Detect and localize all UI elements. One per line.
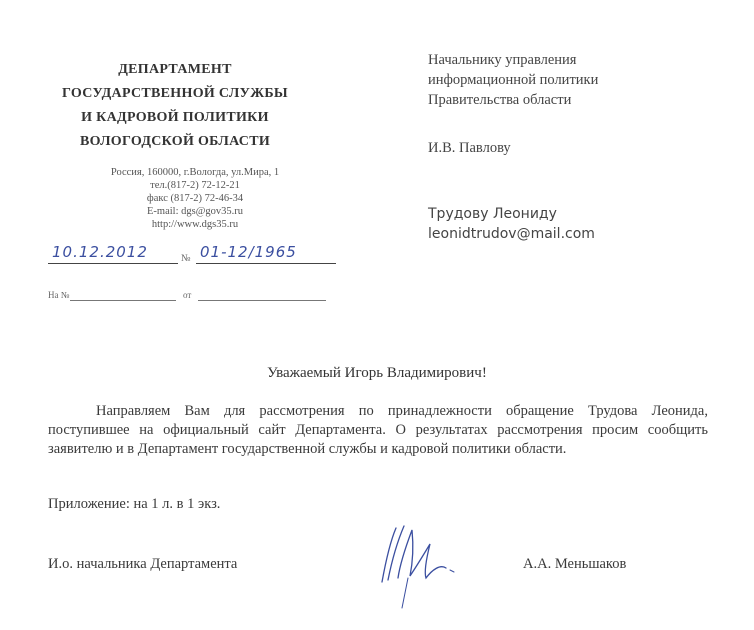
from-label: от bbox=[183, 290, 192, 300]
date-underline bbox=[48, 263, 178, 264]
org-email: E-mail: dgs@gov35.ru bbox=[147, 206, 243, 217]
registration-number: 01-12/1965 bbox=[200, 243, 297, 261]
addressee-name: И.В. Павлову bbox=[428, 140, 511, 156]
org-name-line-3: И КАДРОВОЙ ПОЛИТИКИ bbox=[81, 110, 269, 125]
ref-blank bbox=[70, 300, 176, 301]
copy-to-block bbox=[428, 204, 728, 244]
signatory-position: И.о. начальника Департамента bbox=[48, 556, 238, 572]
number-underline bbox=[196, 263, 336, 264]
letter-body: Направляем Вам для рассмотрения по принадлежности обращение Трудова Леонида, поступившее на официальный сайт Департамента. О результатах рассмотрения просим сообщить заявителю и в Департамент государственной службы и кадровой политики области. bbox=[48, 403, 708, 457]
org-fax: факс (817-2) 72-46-34 bbox=[146, 193, 244, 204]
attachment-note: Приложение: на 1 л. в 1 экз. bbox=[48, 496, 221, 512]
ref-label: На № bbox=[48, 290, 70, 300]
org-name-line-2: ГОСУДАРСТВЕННОЙ СЛУЖБЫ bbox=[62, 86, 288, 101]
addressee-line-1: Начальнику управления bbox=[428, 52, 577, 68]
org-address: Россия, 160000, г.Вологда, ул.Мира, 1 bbox=[110, 167, 280, 178]
from-blank bbox=[198, 300, 326, 301]
addressee-line-3: Правительства области bbox=[428, 92, 572, 108]
greeting: Уважаемый Игорь Владимирович! bbox=[267, 365, 487, 381]
addressee-block bbox=[428, 50, 728, 110]
org-name-line-1: ДЕПАРТАМЕНТ bbox=[118, 62, 232, 77]
organization-name bbox=[40, 58, 310, 154]
organization-contacts bbox=[68, 166, 322, 231]
copy-to-email: leonidtrudov@mail.com bbox=[428, 226, 595, 242]
org-website: http://www.dgs35.ru bbox=[151, 219, 239, 230]
registration-date: 10.12.2012 bbox=[52, 243, 148, 261]
copy-to-name: Трудову Леониду bbox=[428, 206, 557, 222]
signatory-name: А.А. Меньшаков bbox=[523, 556, 627, 572]
number-label: № bbox=[181, 253, 191, 264]
signature-image bbox=[360, 520, 470, 610]
org-name-line-4: ВОЛОГОДСКОЙ ОБЛАСТИ bbox=[79, 134, 271, 149]
addressee-line-2: информационной политики bbox=[428, 72, 599, 88]
org-phone: тел.(817-2) 72-12-21 bbox=[150, 180, 240, 191]
